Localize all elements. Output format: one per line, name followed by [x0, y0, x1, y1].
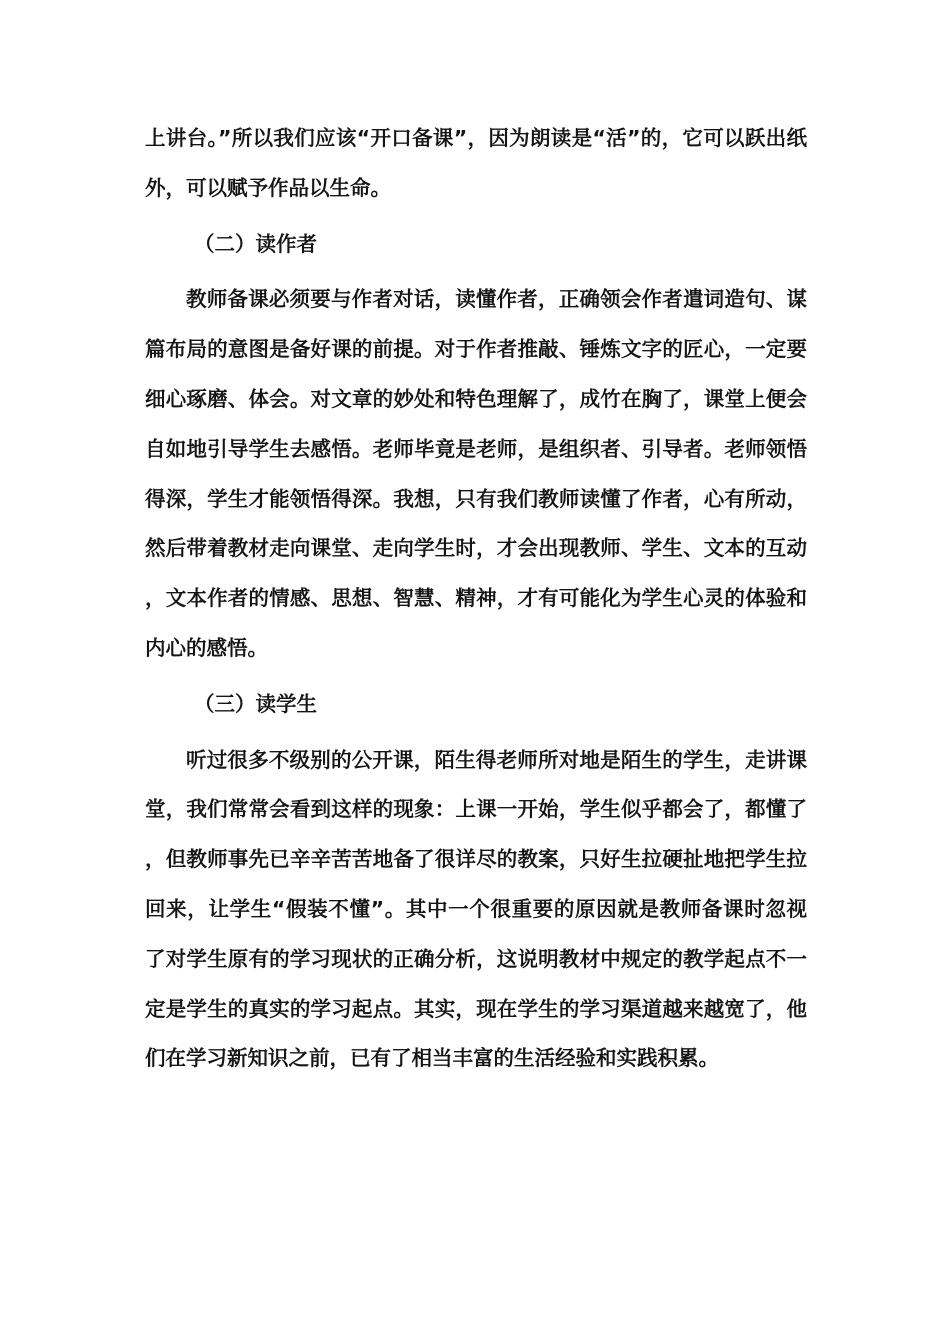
section-heading-read-students: （三）读学生 [194, 691, 317, 716]
paragraph-continuation: 上讲台。”所以我们应该“开口备课”，因为朗读是“活”的，它可以跃出纸外，可以赋予作品以生命。 [145, 126, 807, 200]
document-body [145, 114, 807, 1084]
paragraph-read-author: 教师备课必须要与作者对话，读懂作者，正确领会作者遣词造句、谋篇布局的意图是备好课的前提。对于作者推敲、锤炼文字的匠心，一定要细心琢磨、体会。对文章的妙处和特色理解了，成竹在胸了，课堂上便会自如地引导学生去感悟。老师毕竟是老师，是组织者、引导者。老师领悟得深，学生才能领悟得深。我想，只有我们教师读懂了作者，心有所动，然后带着教材走向课堂、走向学生时，才会出现教师、学生、文本的互动，文本作者的情感、思想、智慧、精神，才有可能化为学生心灵的体验和内心的感悟。 [145, 287, 807, 660]
paragraph-read-students: 听过很多不级别的公开课，陌生得老师所对地是陌生的学生，走讲课堂，我们常常会看到这样的现象：上课一开始，学生似乎都会了，都懂了，但教师事先已辛辛苦苦地备了很详尽的教案，只好生拉硬扯地把学生拉回来，让学生“假装不懂”。其中一个很重要的原因就是教师备课时忽视了对学生原有的学习现状的正确分析，这说明教材中规定的教学起点不一定是学生的真实的学习起点。其实，现在学生的学习渠道越来越宽了，他们在学习新知识之前，已有了相当丰富的生活经验和实践积累。 [145, 747, 807, 1071]
section-heading-read-author: （二）读作者 [194, 231, 317, 256]
